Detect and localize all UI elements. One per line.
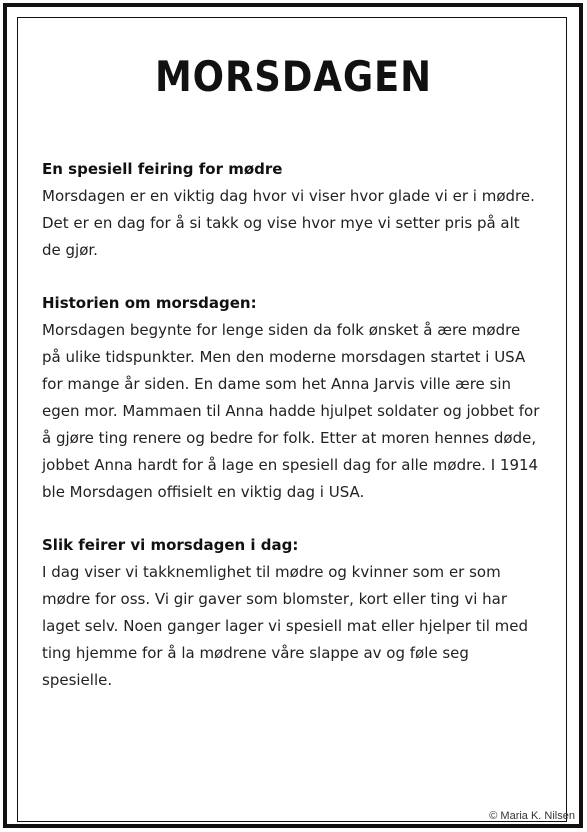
section-heading: Slik feirer vi morsdagen i dag: [42,536,299,554]
document-content [42,156,542,720]
section-special-celebration [42,156,542,264]
section-celebration-today [42,532,542,694]
section-body: Morsdagen begynte for lenge siden da folk ønsket å ære mødre på ulike tidspunkter. Men den moderne morsdagen startet i USA for mange år siden. En dame som het Anna Jarvis ville ære sin egen mor. Mammaen til Anna hadde hjulpet soldater og jobbet for å gjøre ting renere og bedre for folk. Etter at moren hennes døde, jobbet Anna hardt for å lage en spesiell dag for alle mødre. I 1914 ble Morsdagen offisielt en viktig dag i USA. [42,321,540,501]
section-body: Morsdagen er en viktig dag hvor vi viser hvor glade vi er i mødre. Det er en dag for å si takk og vise hvor mye vi setter pris på alt de gjør. [42,187,535,259]
copyright-notice: © Maria K. Nilsen [489,810,575,822]
section-heading: Historien om morsdagen: [42,294,257,312]
page-title: MORSDAGEN [154,52,433,101]
section-history [42,290,542,506]
section-body: I dag viser vi takknemlighet til mødre og kvinner som er som mødre for oss. Vi gir gaver som blomster, kort eller ting vi har laget selv. Noen ganger lager vi spesiell mat eller hjelper til med ting hjemme for å la mødrene våre slappe av og føle seg spesielle. [42,563,529,689]
section-heading: En spesiell feiring for mødre [42,160,283,178]
